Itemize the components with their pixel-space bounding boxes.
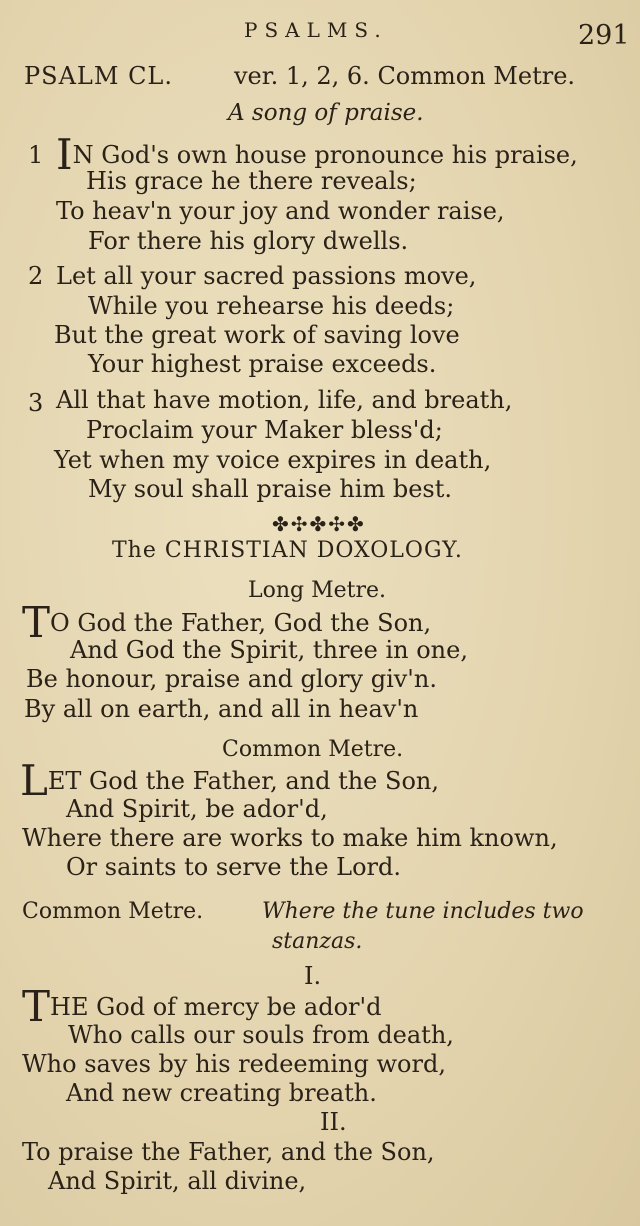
drop-cap: I [56,130,73,179]
metre-heading: Common Metre. [222,737,404,762]
verse-line: Your highest praise exceeds. [88,350,437,378]
metre-heading: Long Metre. [248,578,387,603]
page-number: 291 [578,20,630,51]
verse-line: All that have motion, life, and breath, [56,386,513,414]
verse-line: And God the Spirit, three in one, [70,636,468,664]
part-label: II. [320,1108,347,1136]
part-label: I. [304,962,322,990]
stanza-number: 3 [28,389,44,417]
verse-line: Who saves by his redeeming word, [22,1050,446,1078]
drop-cap: T [22,598,51,647]
drop-cap: L [20,756,48,805]
doxology-title: The CHRISTIAN DOXOLOGY. [112,538,463,563]
verse-line: Be honour, praise and glory giv'n. [26,665,437,693]
verse-line: Let all your sacred passions move, [56,262,477,290]
verse-line: To heav'n your joy and wonder raise, [56,197,505,225]
verse-line: THE God of mercy be ador'd [22,982,382,1031]
psalm-subtitle: A song of praise. [228,100,424,126]
metre-heading: Common Metre. [22,899,204,924]
verse-line: And Spirit, all divine, [48,1167,307,1195]
verse-line: LET God the Father, and the Son, [20,756,439,805]
metre-note: Where the tune includes two [262,899,584,924]
psalm-meta: ver. 1, 2, 6. Common Metre. [234,62,576,90]
verse-line: But the great work of saving love [54,321,460,349]
stanza-number: 1 [28,141,44,169]
stanza-number: 2 [28,262,44,290]
verse-line: And Spirit, be ador'd, [66,795,328,823]
verse-line: And new creating breath. [66,1079,377,1107]
verse-line: TO God the Father, God the Son, [22,598,432,647]
verse-line: While you rehearse his deeds; [88,292,455,320]
verse-line: His grace he there reveals; [86,167,417,195]
verse-line: For there his glory dwells. [88,227,409,255]
verse-line: By all on earth, and all in heav'n [24,695,419,723]
psalm-title: PSALM CL. [24,62,173,90]
verse-line: Who calls our souls from death, [68,1021,454,1049]
verse-line: Or saints to serve the Lord. [66,853,402,881]
verse-line: Proclaim your Maker bless'd; [86,416,443,444]
verse-line: Yet when my voice expires in death, [54,446,492,474]
drop-cap: T [22,982,51,1031]
metre-note: stanzas. [272,929,363,954]
psalm-heading [24,62,576,90]
ornament-divider: ✤✣✤✣✤ [272,512,366,536]
verse-line: IN God's own house pronounce his praise, [56,130,578,179]
verse-line: To praise the Father, and the Son, [22,1138,435,1166]
running-head: PSALMS. [244,18,388,42]
verse-line: Where there are works to make him known, [22,824,558,852]
verse-line: My soul shall praise him best. [88,475,452,503]
